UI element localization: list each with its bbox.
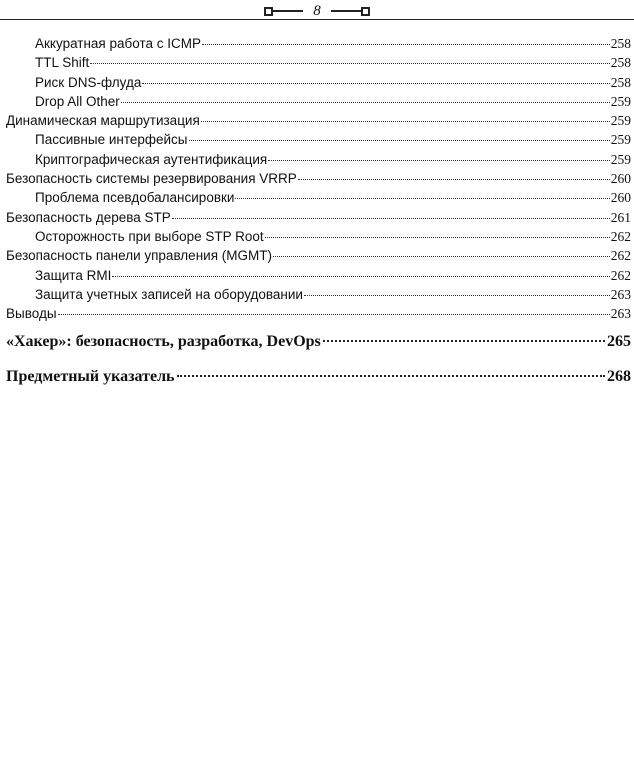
toc-dot-leader (90, 63, 609, 64)
toc-chapter (0, 333, 634, 351)
ornament-left-line (273, 10, 303, 12)
toc-entry (0, 268, 634, 287)
toc-entry-page: 262 (610, 267, 631, 283)
toc-entry-title: Осторожность при выборе STP Root (35, 228, 264, 244)
toc-dot-leader (298, 179, 610, 180)
toc-dot-leader (189, 140, 610, 141)
ornament-right-square-icon (361, 7, 370, 16)
toc-entry-page: 260 (610, 190, 631, 206)
toc-entry-title: Криптографическая аутентификация (35, 151, 268, 167)
toc-section (0, 210, 634, 229)
toc-dot-leader (142, 83, 609, 84)
toc-section-title: Выводы (6, 306, 57, 322)
toc-entry (0, 94, 634, 113)
page-number-ornament (252, 3, 382, 19)
toc-dot-leader (112, 276, 609, 277)
toc-entry-page: 258 (610, 74, 631, 90)
toc-section-page: 261 (610, 209, 631, 225)
toc-dot-leader (304, 295, 610, 296)
toc-section (0, 171, 634, 190)
toc-entry (0, 190, 634, 209)
toc-entry-title: Проблема псевдобалансировки (35, 190, 235, 206)
toc-entry-page: 259 (610, 151, 631, 167)
toc-entry-title: Защита RMI (35, 267, 112, 283)
toc-entry-page: 258 (610, 36, 631, 51)
toc-entry (0, 75, 634, 94)
toc-dot-leader (177, 375, 605, 377)
toc-dot-leader (323, 340, 605, 342)
toc-entry-title: Аккуратная работа с ICMP (35, 36, 201, 51)
toc-chapter-title: «Хакер»: безопасность, разработка, DevOps (6, 333, 321, 350)
toc-entry-title: Пассивные интерфейсы (35, 132, 188, 148)
toc-section (0, 113, 634, 132)
toc-section-title: Безопасность системы резервирования VRRP (6, 171, 297, 187)
toc-entry (0, 152, 634, 171)
toc-entry-page: 259 (610, 93, 631, 109)
toc-section-page: 262 (610, 248, 631, 264)
toc-section-page: 263 (610, 306, 631, 322)
toc-dot-leader (265, 237, 610, 238)
toc-dot-leader (172, 218, 610, 219)
ornament-left-square-icon (264, 7, 273, 16)
toc-dot-leader (202, 44, 610, 45)
toc-entry-page: 259 (610, 132, 631, 148)
toc-dot-leader (58, 314, 610, 315)
toc-dot-leader (273, 256, 610, 257)
toc-entry-page: 258 (610, 55, 631, 71)
toc-dot-leader (235, 198, 609, 199)
page-header (0, 0, 634, 22)
toc-entry-title: Риск DNS-флуда (35, 74, 142, 90)
toc-entry-title: TTL Shift (35, 55, 90, 71)
toc-section (0, 306, 634, 325)
toc-dot-leader (268, 160, 610, 161)
toc-chapter-page: 268 (607, 368, 631, 385)
ornament-right-line (331, 10, 361, 12)
toc-entry (0, 55, 634, 74)
toc-entry (0, 229, 634, 248)
toc-entry (0, 287, 634, 306)
toc-entry-page: 263 (610, 286, 631, 302)
toc-entry (0, 132, 634, 151)
toc-chapter-title: Предметный указатель (6, 368, 175, 385)
toc-dot-leader (121, 102, 610, 103)
toc-section-title: Безопасность дерева STP (6, 209, 171, 225)
toc-entry-page: 262 (610, 228, 631, 244)
table-of-contents (0, 36, 634, 325)
toc-entry (0, 36, 634, 55)
page-number: 8 (313, 3, 321, 19)
toc-entry-title: Защита учетных записей на оборудовании (35, 286, 303, 302)
toc-dot-leader (201, 121, 610, 122)
toc-chapter-page: 265 (607, 333, 631, 350)
header-rule (0, 19, 634, 20)
toc-entry-title: Drop All Other (35, 93, 120, 109)
toc-section-title: Динамическая маршрутизация (6, 113, 200, 129)
toc-section-page: 260 (610, 171, 631, 187)
toc-section (0, 248, 634, 267)
toc-section-page: 259 (610, 113, 631, 129)
toc-section-title: Безопасность панели управления (MGMT) (6, 248, 272, 264)
toc-chapter (0, 368, 634, 386)
